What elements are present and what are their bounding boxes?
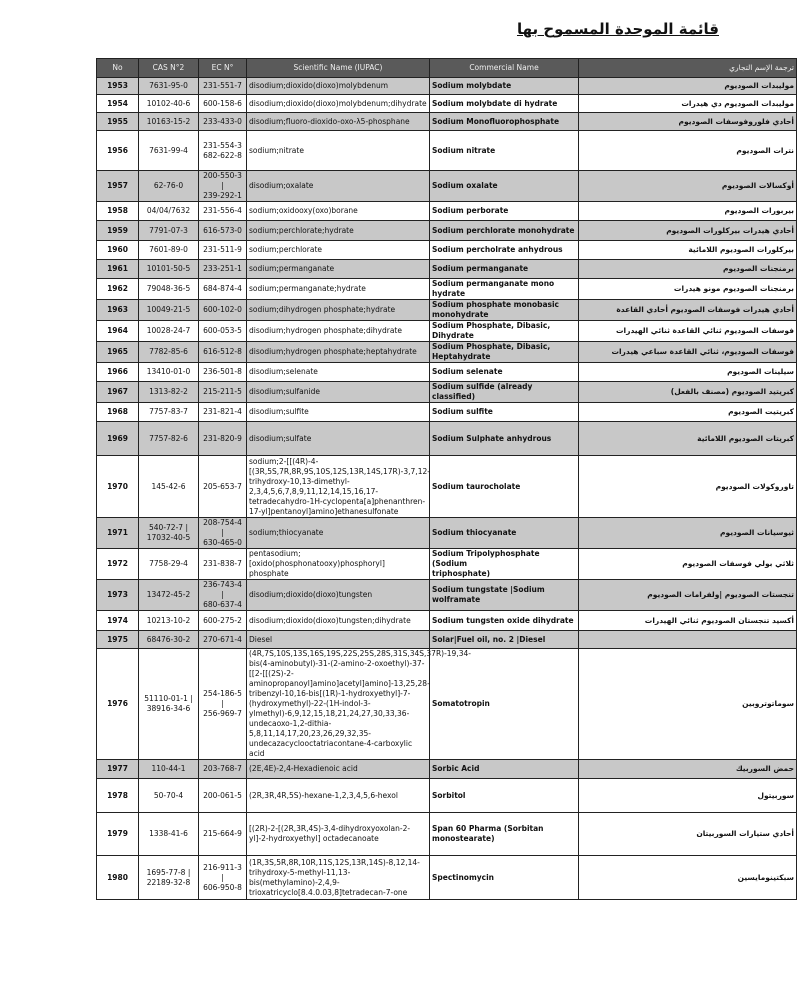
ec-number: 254-186-5 | 256-969-7: [199, 649, 247, 760]
row-number: 1971: [97, 518, 139, 549]
row-number: 1970: [97, 456, 139, 518]
commercial-name: Sodium Tripolyphosphate (Sodium triphosphate): [430, 549, 579, 580]
row-number: 1975: [97, 631, 139, 649]
arabic-name: ثلاثي بولي فوسفات الصوديوم: [579, 549, 797, 580]
arabic-name: برمنجنات الصوديوم: [579, 260, 797, 279]
ec-number: 215-211-5: [199, 382, 247, 403]
commercial-name: Sorbitol: [430, 779, 579, 813]
table-row: [97, 279, 797, 300]
row-number: 1959: [97, 221, 139, 241]
arabic-name: برمنجنات الصوديوم مونو هيدرات: [579, 279, 797, 300]
header-cas: CAS N°2: [139, 59, 199, 78]
scientific-name: pentasodium;[oxido(phosphonatooxy)phosphoryl] phosphate: [247, 549, 430, 580]
table-row: [97, 95, 797, 113]
table-row: [97, 856, 797, 900]
cas-number: 7631-99-4: [139, 131, 199, 171]
ec-number: 616-573-0: [199, 221, 247, 241]
scientific-name: (1R,3S,5R,8R,10R,11S,12S,13R,14S)-8,12,14-trihydroxy-5-methyl-11,13-bis(methylamino)-2,4,9-trioxatricyclo[8.4.0.03,8]tetradecan-7-one: [247, 856, 430, 900]
scientific-name: disodium;hydrogen phosphate;heptahydrate: [247, 342, 430, 363]
table-row: [97, 113, 797, 131]
row-number: 1980: [97, 856, 139, 900]
commercial-name: Sodium perchlorate monohydrate: [430, 221, 579, 241]
ec-number: 231-511-9: [199, 241, 247, 260]
cas-number: 1313-82-2: [139, 382, 199, 403]
table-row: [97, 549, 797, 580]
cas-number: 7757-82-6: [139, 422, 199, 456]
arabic-name: [579, 631, 797, 649]
scientific-name: disodium;dioxido(dioxo)tungsten;dihydrate: [247, 611, 430, 631]
arabic-name: بيربورات الصوديوم: [579, 202, 797, 221]
cas-number: 145-42-6: [139, 456, 199, 518]
commercial-name: Sodium selenate: [430, 363, 579, 382]
ec-number: 231-554-3 682-622-8: [199, 131, 247, 171]
arabic-name: ثيوسيانات الصوديوم: [579, 518, 797, 549]
arabic-name: كبريتيت الصوديوم: [579, 403, 797, 422]
arabic-name: موليبدات الصوديوم دي هيدرات: [579, 95, 797, 113]
scientific-name: [(2R)-2-[(2R,3R,4S)-3,4-dihydroxyoxolan-2-yl]-2-hydroxyethyl] octadecanoate: [247, 813, 430, 856]
cas-number: 62-76-0: [139, 171, 199, 202]
table-row: [97, 342, 797, 363]
row-number: 1969: [97, 422, 139, 456]
arabic-name: أحادي هيدرات فوسفات الصوديوم أحادي القاعدة: [579, 300, 797, 321]
commercial-name: Sodium perborate: [430, 202, 579, 221]
ec-number: 600-102-0: [199, 300, 247, 321]
scientific-name: sodium;dihydrogen phosphate;hydrate: [247, 300, 430, 321]
ec-number: 231-556-4: [199, 202, 247, 221]
arabic-name: أحادي فلوروفوسفات الصوديوم: [579, 113, 797, 131]
scientific-name: sodium;2-[[(4R)-4-[(3R,5S,7R,8R,9S,10S,12S,13R,14S,17R)-3,7,12-trihydroxy-10,13-dimethyl-2,3,4,5,6,7,8,9,11,12,14,15,16,17-tetradecahydro-1H-cyclopenta[a]phenanthren-17-yl]pentanoyl]amino]ethanesulfonate: [247, 456, 430, 518]
ec-number: 600-158-6: [199, 95, 247, 113]
table-row: [97, 131, 797, 171]
row-number: 1977: [97, 760, 139, 779]
commercial-name: Sodium oxalate: [430, 171, 579, 202]
row-number: 1963: [97, 300, 139, 321]
cas-number: 04/04/7632: [139, 202, 199, 221]
page-title: قائمة الموحدة المسموح بها: [516, 20, 719, 38]
scientific-name: disodium;selenate: [247, 363, 430, 382]
ec-number: 233-433-0: [199, 113, 247, 131]
row-number: 1978: [97, 779, 139, 813]
cas-number: 1338-41-6: [139, 813, 199, 856]
arabic-name: أحادي ستيارات السوربيتان: [579, 813, 797, 856]
row-number: 1954: [97, 95, 139, 113]
commercial-name: Sodium thiocyanate: [430, 518, 579, 549]
commercial-name: Somatotropin: [430, 649, 579, 760]
arabic-name: تاوروكولات الصوديوم: [579, 456, 797, 518]
ec-number: 684-874-4: [199, 279, 247, 300]
cas-number: 13472-45-2: [139, 580, 199, 611]
ec-number: 600-053-5: [199, 321, 247, 342]
cas-number: 7631-95-0: [139, 78, 199, 95]
table-row: [97, 631, 797, 649]
table-row: [97, 78, 797, 95]
commercial-name: Sodium Monofluorophosphate: [430, 113, 579, 131]
commercial-name: Sodium tungstate |Sodium wolframate: [430, 580, 579, 611]
table-row: [97, 649, 797, 760]
row-number: 1974: [97, 611, 139, 631]
arabic-name: فوسفات الصوديوم ثنائي القاعدة ثنائي الهيدرات: [579, 321, 797, 342]
commercial-name: Sodium tungsten oxide dihydrate: [430, 611, 579, 631]
table-row: [97, 422, 797, 456]
scientific-name: disodium;sulfite: [247, 403, 430, 422]
cas-number: 50-70-4: [139, 779, 199, 813]
table-row: [97, 403, 797, 422]
table-row: [97, 363, 797, 382]
substances-table: [96, 58, 797, 900]
ec-number: 236-501-8: [199, 363, 247, 382]
commercial-name: Solar|Fuel oil, no. 2 |Diesel: [430, 631, 579, 649]
scientific-name: sodium;nitrate: [247, 131, 430, 171]
cas-number: 10213-10-2: [139, 611, 199, 631]
scientific-name: sodium;permanganate: [247, 260, 430, 279]
table-row: [97, 779, 797, 813]
arabic-name: موليبدات الصوديوم: [579, 78, 797, 95]
row-number: 1962: [97, 279, 139, 300]
table-row: [97, 611, 797, 631]
row-number: 1953: [97, 78, 139, 95]
table-row: [97, 300, 797, 321]
arabic-name: أكسيد تنجستان الصوديوم ثنائي الهيدرات: [579, 611, 797, 631]
ec-number: 600-275-2: [199, 611, 247, 631]
scientific-name: disodium;oxalate: [247, 171, 430, 202]
cas-number: 10163-15-2: [139, 113, 199, 131]
arabic-name: أوكسالات الصوديوم: [579, 171, 797, 202]
row-number: 1957: [97, 171, 139, 202]
ec-number: 233-251-1: [199, 260, 247, 279]
commercial-name: Sodium nitrate: [430, 131, 579, 171]
table-row: [97, 760, 797, 779]
arabic-name: حمض السوربيك: [579, 760, 797, 779]
ec-number: 231-551-7: [199, 78, 247, 95]
commercial-name: Span 60 Pharma (Sorbitan monostearate): [430, 813, 579, 856]
row-number: 1960: [97, 241, 139, 260]
table-row: [97, 321, 797, 342]
commercial-name: Sodium Phosphate, Dibasic, Heptahydrate: [430, 342, 579, 363]
row-number: 1979: [97, 813, 139, 856]
cas-number: 10028-24-7: [139, 321, 199, 342]
arabic-name: سبكتينومايسين: [579, 856, 797, 900]
scientific-name: sodium;thiocyanate: [247, 518, 430, 549]
row-number: 1973: [97, 580, 139, 611]
commercial-name: Sodium phosphate monobasic monohydrate: [430, 300, 579, 321]
commercial-name: Sodium molybdate di hydrate: [430, 95, 579, 113]
arabic-name: كبريتات الصوديوم اللامائية: [579, 422, 797, 456]
scientific-name: Diesel: [247, 631, 430, 649]
cas-number: 7757-83-7: [139, 403, 199, 422]
table-row: [97, 241, 797, 260]
commercial-name: Sodium Sulphate anhydrous: [430, 422, 579, 456]
cas-number: 68476-30-2: [139, 631, 199, 649]
scientific-name: sodium;permanganate;hydrate: [247, 279, 430, 300]
scientific-name: disodium;hydrogen phosphate;dihydrate: [247, 321, 430, 342]
ec-number: 231-821-4: [199, 403, 247, 422]
row-number: 1967: [97, 382, 139, 403]
table-row: [97, 456, 797, 518]
table-row: [97, 260, 797, 279]
header-no: No: [97, 59, 139, 78]
header-arabic-name: ترجمة الإسم التجاري: [579, 59, 797, 78]
scientific-name: disodium;sulfate: [247, 422, 430, 456]
row-number: 1976: [97, 649, 139, 760]
scientific-name: (2E,4E)-2,4-Hexadienoic acid: [247, 760, 430, 779]
cas-number: 10049-21-5: [139, 300, 199, 321]
cas-number: 7782-85-6: [139, 342, 199, 363]
cas-number: 10101-50-5: [139, 260, 199, 279]
commercial-name: Sodium percholrate anhydrous: [430, 241, 579, 260]
ec-number: 216-911-3 | 606-950-8: [199, 856, 247, 900]
row-number: 1966: [97, 363, 139, 382]
table-row: [97, 171, 797, 202]
arabic-name: نترات الصوديوم: [579, 131, 797, 171]
table-row: [97, 518, 797, 549]
row-number: 1956: [97, 131, 139, 171]
commercial-name: Sodium sulfite: [430, 403, 579, 422]
cas-number: 7758-29-4: [139, 549, 199, 580]
arabic-name: كبريتيد الصوديوم (مصنف بالفعل): [579, 382, 797, 403]
arabic-name: أحادي هيدرات بيركلورات الصوديوم: [579, 221, 797, 241]
table-header-row: [97, 59, 797, 78]
cas-number: 540-72-7 | 17032-40-5: [139, 518, 199, 549]
cas-number: 110-44-1: [139, 760, 199, 779]
ec-number: 236-743-4 | 680-637-4: [199, 580, 247, 611]
scientific-name: (4R,7S,10S,13S,16S,19S,22S,25S,28S,31S,34S,37R)-19,34-bis(4-aminobutyl)-31-(2-amino-2-oxoethyl)-37-[[2-[[(2S)-2-aminopropanoyl]amino]acetyl]amino]-13,25,28-tribenzyl-10,16-bis[(1R)-1-hydroxyethyl]-7-(hydroxymethyl)-22-(1H-indol-3-ylmethyl)-6,9,12,15,18,21,24,27,30,33,36-undecaoxo-1,2-dithia-5,8,11,14,17,20,23,26,29,32,35-undecazacyclooctatriacontane-4-carboxylic acid: [247, 649, 430, 760]
ec-number: 215-664-9: [199, 813, 247, 856]
row-number: 1972: [97, 549, 139, 580]
arabic-name: سوربيتول: [579, 779, 797, 813]
cas-number: 13410-01-0: [139, 363, 199, 382]
scientific-name: sodium;perchlorate: [247, 241, 430, 260]
arabic-name: بيركلورات الصوديوم اللامائية: [579, 241, 797, 260]
scientific-name: disodium;fluoro-dioxido-oxo-λ5-phosphane: [247, 113, 430, 131]
commercial-name: Sodium molybdate: [430, 78, 579, 95]
row-number: 1955: [97, 113, 139, 131]
row-number: 1964: [97, 321, 139, 342]
arabic-name: سوماتوتروبين: [579, 649, 797, 760]
commercial-name: Sodium Phosphate, Dibasic, Dihydrate: [430, 321, 579, 342]
commercial-name: Sodium permanganate mono hydrate: [430, 279, 579, 300]
scientific-name: (2R,3R,4R,5S)-hexane-1,2,3,4,5,6-hexol: [247, 779, 430, 813]
ec-number: 203-768-7: [199, 760, 247, 779]
commercial-name: Spectinomycin: [430, 856, 579, 900]
arabic-name: سيلينات الصوديوم: [579, 363, 797, 382]
header-ec: EC N°: [199, 59, 247, 78]
table-row: [97, 202, 797, 221]
row-number: 1965: [97, 342, 139, 363]
cas-number: 10102-40-6: [139, 95, 199, 113]
ec-number: 208-754-4 | 630-465-0: [199, 518, 247, 549]
ec-number: 231-838-7: [199, 549, 247, 580]
ec-number: 200-550-3 | 239-292-1: [199, 171, 247, 202]
table-row: [97, 813, 797, 856]
arabic-name: فوسفات الصوديوم، ثنائي القاعدة سباعي هيدرات: [579, 342, 797, 363]
table-row: [97, 382, 797, 403]
row-number: 1968: [97, 403, 139, 422]
commercial-name: Sodium taurocholate: [430, 456, 579, 518]
scientific-name: sodium;perchlorate;hydrate: [247, 221, 430, 241]
header-scientific-name: Scientific Name (IUPAC): [247, 59, 430, 78]
cas-number: 7601-89-0: [139, 241, 199, 260]
scientific-name: disodium;dioxido(dioxo)tungsten: [247, 580, 430, 611]
scientific-name: sodium;oxidooxy(oxo)borane: [247, 202, 430, 221]
commercial-name: Sodium sulfide (already classified): [430, 382, 579, 403]
ec-number: 270-671-4: [199, 631, 247, 649]
commercial-name: Sodium permanganate: [430, 260, 579, 279]
header-commercial-name: Commercial Name: [430, 59, 579, 78]
arabic-name: تنجستات الصوديوم |ولفرامات الصوديوم: [579, 580, 797, 611]
row-number: 1958: [97, 202, 139, 221]
row-number: 1961: [97, 260, 139, 279]
ec-number: 616-512-8: [199, 342, 247, 363]
table-row: [97, 580, 797, 611]
cas-number: 51110-01-1 | 38916-34-6: [139, 649, 199, 760]
ec-number: 231-820-9: [199, 422, 247, 456]
scientific-name: disodium;sulfanide: [247, 382, 430, 403]
ec-number: 205-653-7: [199, 456, 247, 518]
cas-number: 7791-07-3: [139, 221, 199, 241]
commercial-name: Sorbic Acid: [430, 760, 579, 779]
scientific-name: disodium;dioxido(dioxo)molybdenum;dihydrate: [247, 95, 430, 113]
ec-number: 200-061-5: [199, 779, 247, 813]
cas-number: 1695-77-8 | 22189-32-8: [139, 856, 199, 900]
scientific-name: disodium;dioxido(dioxo)molybdenum: [247, 78, 430, 95]
cas-number: 79048-36-5: [139, 279, 199, 300]
table-row: [97, 221, 797, 241]
